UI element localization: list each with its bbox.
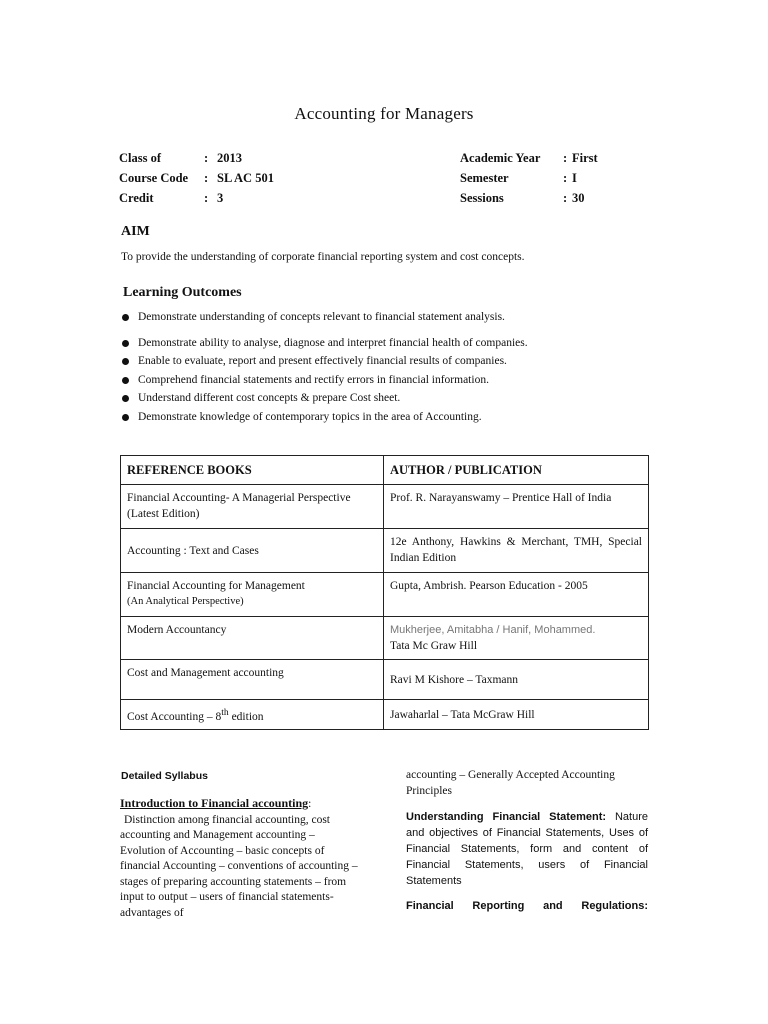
book-title-sup: th: [221, 706, 229, 718]
author-cell: [384, 529, 649, 573]
book-cell: [121, 660, 384, 700]
list-item: [121, 308, 528, 327]
meta-row-sessions: [460, 188, 598, 208]
author-text: 12e Anthony, Hawkins & Merchant, TMH, Special Indian Edition: [390, 536, 642, 564]
book-title-pre: Cost Accounting – 8: [127, 710, 222, 723]
aim-text: To provide the understanding of corporate financial reporting system and cost concepts.: [121, 251, 525, 263]
column-header-author: AUTHOR / PUBLICATION: [384, 456, 649, 485]
continued-text: accounting – Generally Accepted Accounting Principles: [406, 769, 615, 797]
meta-key: Course Code: [119, 171, 189, 185]
meta-key: Sessions: [460, 191, 504, 205]
outcome-text: Understand different cost concepts & prepare Cost sheet.: [138, 392, 401, 404]
meta-key: Credit: [119, 191, 154, 205]
book-cell: [121, 529, 384, 573]
intro-heading: Introduction to Financial accounting: [120, 796, 309, 810]
table-row: [121, 660, 649, 700]
book-cell: [121, 485, 384, 529]
meta-colon: :: [563, 151, 568, 165]
meta-value: 2013: [217, 151, 242, 165]
meta-row-semester: [460, 168, 598, 188]
outcome-text: Demonstrate ability to analyse, diagnose and interpret financial health of companies.: [138, 336, 528, 349]
meta-value: 3: [217, 191, 224, 205]
course-info-right: [460, 148, 598, 208]
meta-value: First: [572, 151, 598, 165]
bullet-icon: [122, 358, 129, 365]
table-row: [121, 529, 649, 573]
syllabus-right-column: [406, 768, 648, 914]
table-row: [121, 485, 649, 529]
book-title: Cost and Management accounting: [127, 667, 284, 679]
bullet-icon: [122, 314, 129, 321]
aim-heading: AIM: [121, 224, 150, 239]
meta-row-academic-year: [460, 148, 598, 168]
author-text: [390, 617, 642, 654]
table-row: [121, 573, 649, 617]
page-title: Accounting for Managers: [294, 104, 474, 123]
list-item: [121, 334, 528, 353]
outcome-text: Comprehend financial statements and rectify errors in financial information.: [138, 373, 489, 386]
book-cell: [121, 700, 384, 730]
outcome-text: Enable to evaluate, report and present effectively financial results of companies.: [138, 355, 507, 367]
meta-key: Class of: [119, 151, 162, 165]
author-cell: [384, 617, 649, 660]
column-header-books: REFERENCE BOOKS: [121, 456, 384, 485]
intro-text: Distinction among financial accounting, cost accounting and Management accounting – Evolution of Accounting – basic concepts of financial Accounting – conventions of accounting – stages of preparing accounting statements – from input to output – users of financial statements- advantages of: [120, 813, 358, 919]
table-row: [121, 617, 649, 660]
financial-reporting-paragraph: [406, 898, 648, 914]
author-cell: [384, 485, 649, 529]
list-item: [121, 389, 528, 408]
meta-colon: :: [204, 151, 209, 165]
book-title: Accounting : Text and Cases: [127, 544, 259, 557]
learning-outcomes-list: [121, 308, 528, 426]
list-item: [121, 352, 528, 371]
book-title-post: edition: [228, 710, 264, 723]
learning-outcomes-heading: Learning Outcomes: [123, 285, 242, 300]
book-title: Financial Accounting- A Managerial Perspective (Latest Edition): [127, 492, 351, 520]
author-text: Gupta, Ambrish. Pearson Education - 2005: [390, 580, 588, 592]
ufs-heading: Understanding Financial Statement:: [406, 811, 607, 823]
frr-heading: Financial Reporting and Regulations:: [406, 900, 648, 912]
meta-key: Academic Year: [460, 151, 541, 165]
list-item: [121, 371, 528, 390]
meta-colon: :: [563, 171, 568, 185]
book-title: Modern Accountancy: [127, 624, 227, 636]
book-title: [127, 707, 377, 723]
meta-colon: :: [204, 171, 209, 185]
intro-heading-line: [120, 796, 362, 813]
meta-key: Semester: [460, 171, 509, 185]
meta-value: I: [572, 171, 577, 185]
book-cell: [121, 573, 384, 617]
author-line-1: Mukherjee, Amitabha / Hanif, Mohammed.: [390, 624, 596, 636]
book-title: [127, 573, 377, 610]
table-header-row: [121, 456, 649, 485]
author-cell: [384, 573, 649, 617]
bullet-icon: [122, 414, 129, 421]
book-cell: [121, 617, 384, 660]
meta-row-course-code: [119, 168, 274, 188]
author-text: Ravi M Kishore – Taxmann: [390, 673, 519, 686]
syllabus-heading: Detailed Syllabus: [121, 770, 208, 782]
outcome-text: Demonstrate knowledge of contemporary topics in the area of Accounting.: [138, 410, 482, 423]
reference-books-table: [120, 455, 649, 730]
meta-row-class-of: [119, 148, 274, 168]
bullet-icon: [122, 395, 129, 402]
author-cell: [384, 700, 649, 730]
meta-row-credit: [119, 188, 274, 208]
ufs-text: Nature and objectives of Financial Statements, Uses of Financial Statements, form and content of Financial Statements, users of Financial Statements: [406, 811, 648, 887]
author-line-2: Tata Mc Graw Hill: [390, 640, 478, 652]
course-info-left: [119, 148, 274, 208]
bullet-icon: [122, 377, 129, 384]
author-text: Prof. R. Narayanswamy – Prentice Hall of India: [390, 492, 612, 504]
author-text: Jawaharlal – Tata McGraw Hill: [390, 708, 535, 721]
meta-value: 30: [572, 191, 585, 205]
syllabus-left-column: [120, 796, 362, 921]
bullet-icon: [122, 340, 129, 347]
intro-colon: :: [308, 798, 312, 810]
author-cell: [384, 660, 649, 700]
understanding-fs-paragraph: [406, 809, 648, 889]
list-item: [121, 408, 528, 427]
table-row: [121, 700, 649, 730]
meta-value: SL AC 501: [217, 171, 274, 185]
book-title-main: Financial Accounting for Management: [127, 580, 305, 592]
outcome-text: Demonstrate understanding of concepts relevant to financial statement analysis.: [138, 311, 505, 323]
meta-colon: :: [563, 191, 568, 205]
book-subtitle: (An Analytical Perspective): [127, 596, 244, 607]
meta-colon: :: [204, 191, 209, 205]
